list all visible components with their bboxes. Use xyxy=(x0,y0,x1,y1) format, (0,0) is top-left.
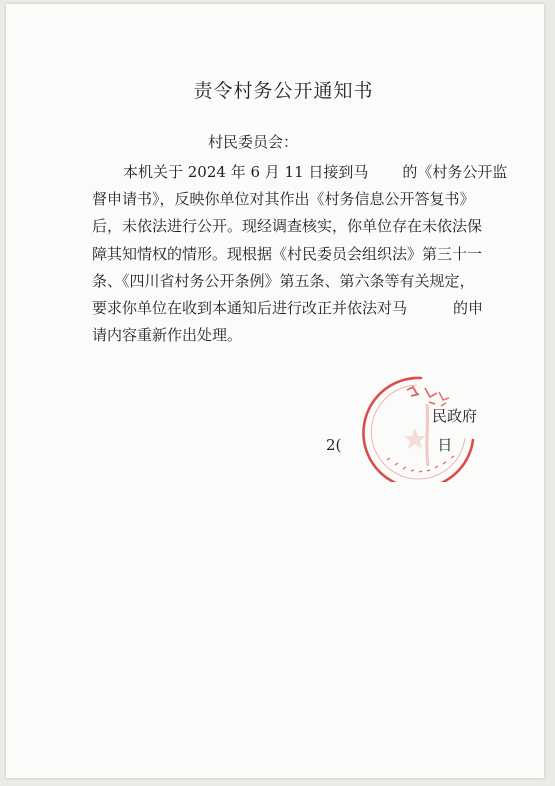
body-line-text: 障其知情权的情形。现根据《村民委员会组织法》第三十一 xyxy=(92,244,483,263)
body-line-text: 后，未依法进行公开。现经调查核实，你单位存在未依法保 xyxy=(92,217,483,236)
body-line xyxy=(92,322,482,349)
body-line-text: 的申 xyxy=(453,298,484,317)
body-line xyxy=(92,241,482,268)
body-line-text: 本机关于 2024 年 6 月 11 日接到马 xyxy=(123,163,369,181)
official-seal-stamp xyxy=(351,370,476,482)
body-line-text: 督申请书》，反映你单位对其作出《村务信息公开答复书》 xyxy=(92,190,475,209)
document-title: 责令村务公开通知书 xyxy=(193,80,374,102)
document-page xyxy=(6,4,544,778)
salutation: 村民委员会： xyxy=(208,133,299,151)
body-line xyxy=(92,268,482,295)
body-line xyxy=(92,213,482,240)
body-line-text: 要求你单位在收到本通知后进行改正并依法对马 xyxy=(92,298,408,317)
body-line xyxy=(92,159,508,186)
date-start: 2( xyxy=(326,436,342,454)
body-line xyxy=(92,186,482,213)
body-line-text: 条、《四川省村务公开条例》第五条、第六条等有关规定， xyxy=(92,271,475,290)
notice-body xyxy=(92,159,508,349)
date-end: 日 xyxy=(437,436,453,454)
body-line-text: 请内容重新作出处理。 xyxy=(92,326,243,345)
body-line-text: 的《村务公开监 xyxy=(402,163,508,181)
signer-organization: 民政府 xyxy=(432,407,478,425)
body-line xyxy=(92,295,482,322)
